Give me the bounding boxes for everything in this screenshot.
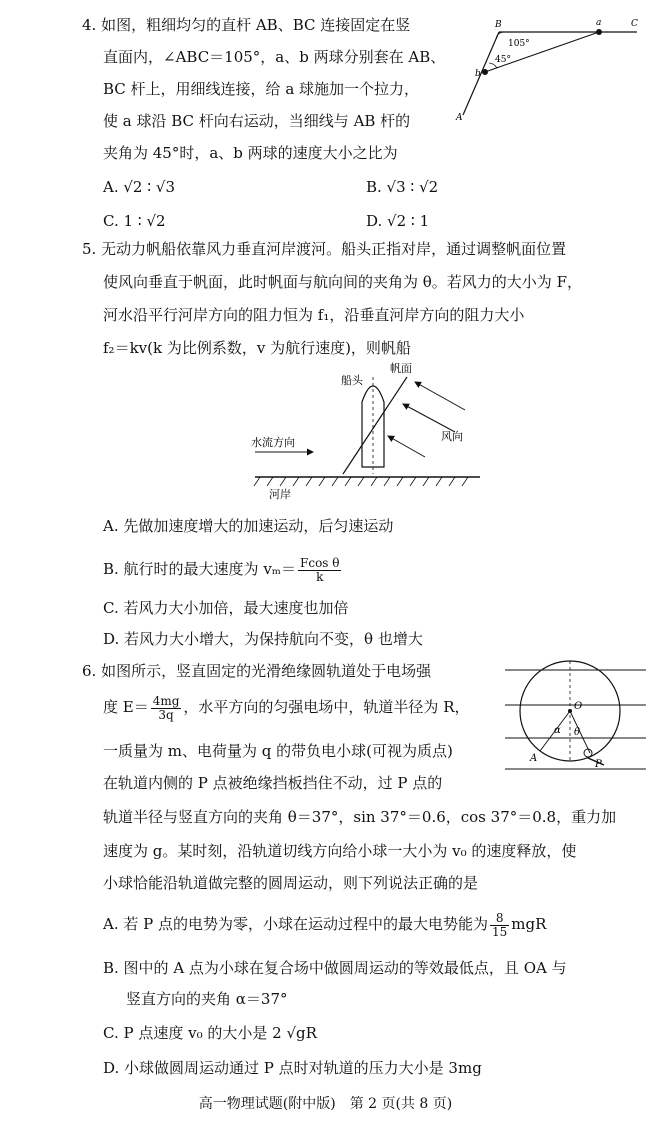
q4-line-3: BC 杆上，用细线连接，给 a 球施加一个拉力， xyxy=(103,80,420,98)
q5-label-flow: 水流方向 xyxy=(251,436,295,449)
q6-circle-figure xyxy=(500,655,648,775)
q6-label-o: O xyxy=(574,701,583,712)
q5-label-bow: 船头 xyxy=(341,374,363,387)
q5-vm-numerator: Fcos θ xyxy=(300,555,340,570)
q6-line-3: 一质量为 m、电荷量为 q 的带负电小球(可视为质点) xyxy=(103,742,453,760)
q5-line-3: 河水沿平行河岸方向的阻力恒为 f₁，沿垂直河岸方向的阻力大小 xyxy=(103,306,525,324)
q6-line-4: 在轨道内侧的 P 点被绝缘挡板挡住不动，过 P 点的 xyxy=(103,774,443,792)
q6-field-fraction xyxy=(151,695,182,722)
q5-option-c: C. 若风力大小加倍，最大速度也加倍 xyxy=(103,599,349,617)
q6-energy-denominator: 15 xyxy=(492,924,508,939)
q4-option-a: A. √2 ∶ √3 xyxy=(103,178,176,196)
q6-option-b-line-1: B. 图中的 A 点为小球在复合场中做圆周运动的等效最低点，且 OA 与 xyxy=(103,959,567,977)
q4-option-b: B. √3 ∶ √2 xyxy=(366,178,439,196)
q6-line-2-pre: 度 E＝ xyxy=(103,698,149,716)
q5-line-4: f₂＝kv(k 为比例系数，v 为航行速度)，则帆船 xyxy=(103,339,411,357)
q4-angle-45: 45° xyxy=(495,55,511,65)
q4-label-a-point: A xyxy=(456,113,463,122)
q6-option-d: D. 小球做圆周运动通过 P 点时对轨道的压力大小是 3mg xyxy=(103,1059,482,1077)
q5-vm-denominator: k xyxy=(316,569,324,584)
q6-option-b-line-2: 竖直方向的夹角 α＝37° xyxy=(126,990,288,1008)
q5-label-sail: 帆面 xyxy=(390,362,412,375)
q4-line-4: 使 a 球沿 BC 杆向右运动，当细线与 AB 杆的 xyxy=(103,112,411,130)
q4-label-b-ball: b xyxy=(475,69,481,79)
q6-energy-fraction xyxy=(490,912,509,939)
q4-line-2: 直面内，∠ABC＝105°，a、b 两球分别套在 AB、 xyxy=(103,48,446,66)
q6-line-6: 速度为 g。某时刻，沿轨道切线方向给小球一大小为 v₀ 的速度释放，使 xyxy=(103,842,577,860)
q6-line-7: 小球恰能沿轨道做完整的圆周运动，则下列说法正确的是 xyxy=(103,874,479,892)
page-footer: 高一物理试题(附中版) 第 2 页(共 8 页) xyxy=(198,1096,453,1112)
q5-option-b-text: B. 航行时的最大速度为 vₘ＝ xyxy=(103,560,297,578)
q6-label-theta: θ xyxy=(574,727,581,738)
q6-field-denominator: 3q xyxy=(158,707,174,722)
q4-angle-105: 105° xyxy=(508,39,530,49)
q6-option-a xyxy=(103,905,546,943)
q6-line-2-post: ，水平方向的匀强电场中，轨道半径为 R， xyxy=(183,698,470,716)
q5-sailboat-figure xyxy=(245,362,495,502)
q4-line-1: 4. 如图，粗细均匀的直杆 AB、BC 连接固定在竖 xyxy=(82,16,411,34)
q4-label-c-point: C xyxy=(631,19,638,29)
q6-line-1: 6. 如图所示，竖直固定的光滑绝缘圆轨道处于电场强 xyxy=(82,662,432,680)
q5-option-d: D. 若风力大小增大，为保持航向不变，θ 也增大 xyxy=(103,630,423,648)
q4-line-5: 夹角为 45°时，a、b 两球的速度大小之比为 xyxy=(103,144,398,162)
q6-line-5: 轨道半径与竖直方向的夹角 θ＝37°，sin 37°＝0.6，cos 37°＝0.8，重力加 xyxy=(103,808,617,826)
q5-option-a: A. 先做加速度增大的加速运动，后匀速运动 xyxy=(103,517,394,535)
q5-label-wind: 风向 xyxy=(441,430,463,443)
q4-option-c: C. 1 ∶ √2 xyxy=(103,212,166,230)
q5-line-1: 5. 无动力帆船依靠风力垂直河岸渡河。船头正指对岸，通过调整帆面位置 xyxy=(82,240,567,258)
q6-option-a-text: A. 若 P 点的电势为零，小球在运动过程中的最大电势能为 xyxy=(103,915,488,933)
q5-vm-fraction xyxy=(298,557,341,584)
q4-rod-figure xyxy=(455,12,645,122)
q5-option-b xyxy=(103,552,343,586)
q4-option-d: D. √2 ∶ 1 xyxy=(366,212,430,230)
q6-option-c: C. P 点速度 v₀ 的大小是 2 √gR xyxy=(103,1024,317,1042)
q5-label-bank: 河岸 xyxy=(269,488,291,501)
q5-line-2: 使风向垂直于帆面，此时帆面与航向间的夹角为 θ。若风力的大小为 F， xyxy=(103,273,582,291)
q6-field-numerator: 4mg xyxy=(152,693,180,708)
q4-label-a-ball: a xyxy=(596,18,602,28)
q6-line-2 xyxy=(103,689,470,725)
q6-label-alpha: α xyxy=(554,725,561,736)
q6-option-a-post: mgR xyxy=(511,915,547,933)
q6-label-p: P xyxy=(595,759,602,770)
q6-label-a: A xyxy=(530,753,538,764)
q4-label-b-point: B xyxy=(495,20,502,30)
q6-energy-numerator: 8 xyxy=(490,912,509,926)
